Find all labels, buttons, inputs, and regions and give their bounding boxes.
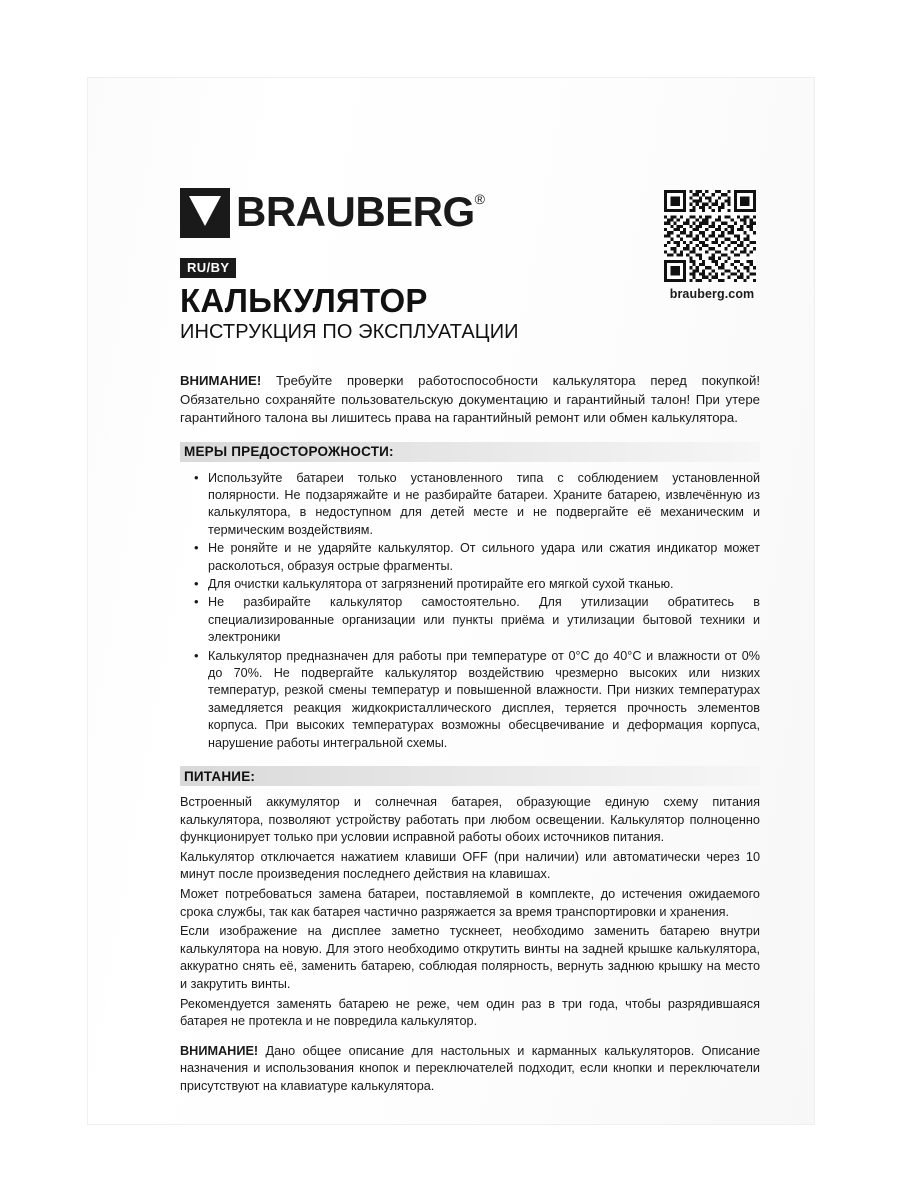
paragraph: Если изображение на дисплее заметно тускнеет, необходимо заменить батарею внутри калькулятора на новую. Для этого необходимо открутить винты на задней крышке калькулятора, аккуратно снять её, заменить батарею, соблюдая полярность, вернуть заднюю крышку на место и закрутить винты.	[180, 924, 760, 991]
document-header	[180, 188, 760, 343]
registered-mark: ®	[474, 191, 485, 207]
brand-name: BRAUBERG	[236, 188, 475, 235]
paragraph: Калькулятор отключается нажатием клавиши OFF (при наличии) или автоматически через 10 минут после произведения последнего действия на клавишах.	[180, 849, 760, 882]
brauberg-mark-icon	[180, 188, 230, 238]
paragraph: Рекомендуется заменять батарею не реже, чем один раз в три года, чтобы разрядившаяся батарея не протекла и не повредила калькулятор.	[180, 996, 760, 1029]
section-heading-precautions	[180, 442, 760, 462]
precautions-list	[180, 470, 760, 753]
intro-lead: ВНИМАНИЕ!	[180, 373, 262, 388]
list-item: • Не разбирайте калькулятор самостоятельно. Для утилизации обратитесь в специализированные организации или пункты приёма и утилизации бытовой техники и электроники	[194, 594, 760, 646]
list-item: • Используйте батареи только установленного типа с соблюдением установленной полярности. Не подзаряжайте и не разбирайте батареи. Храните батарею, извлечённую из калькулятора, в недоступном для детей месте и не подвергайте её механическим и термическим воздействиям.	[194, 470, 760, 540]
section-heading-precautions-label: МЕРЫ ПРЕДОСТОРОЖНОСТИ:	[184, 444, 394, 459]
paragraph: Может потребоваться замена батареи, поставляемой в комплекте, до истечения ожидаемого срока службы, так как батарея частично разряжается за время транспортировки и хранения.	[180, 886, 760, 919]
brand-wordmark	[236, 188, 485, 236]
intro-text: Требуйте проверки работоспособности калькулятора перед покупкой! Обязательно сохраняйте пользовательскую документацию и гарантийный талон! При утере гарантийного талона вы лишитесь права на гарантийный ремонт или обмен калькулятора.	[180, 373, 760, 425]
brand-logo	[180, 188, 485, 238]
notice-text: Дано общее описание для настольных и карманных калькуляторов. Описание назначения и использования кнопок и переключателей подходит, если кнопки и переключатели присутствуют на клавиатуре калькулятора.	[180, 1043, 760, 1093]
section-heading-power	[180, 766, 760, 786]
page-subtitle: ИНСТРУКЦИЯ ПО ЭКСПЛУАТАЦИИ	[180, 321, 519, 343]
list-item: • Не роняйте и не ударяйте калькулятор. От сильного удара или сжатия индикатор может расколоться, образуя острые фрагменты.	[194, 540, 760, 575]
document-content	[180, 188, 760, 1098]
qr-code-icon[interactable]	[664, 190, 756, 282]
paragraph: Встроенный аккумулятор и солнечная батарея, образующие единую схему питания калькулятора, позволяют устройству работать при любом освещении. Калькулятор полноценно функционирует только при условии исправной работы обоих источников питания.	[180, 795, 760, 845]
notice-paragraph	[180, 1043, 760, 1096]
intro-paragraph	[180, 372, 760, 428]
document-page	[88, 78, 814, 1124]
power-paragraphs	[180, 794, 760, 1031]
section-heading-power-label: ПИТАНИЕ:	[184, 768, 256, 784]
list-item: • Для очистки калькулятора от загрязнений протирайте его мягкой сухой тканью.	[194, 576, 760, 593]
notice-lead: ВНИМАНИЕ!	[180, 1043, 259, 1058]
list-item: • Калькулятор предназначен для работы при температуре от 0°С до 40°С и влажности от 0% до 70%. Не подвергайте калькулятор воздействию чрезмерно высоких или низких температур, резкой смены температур и повышенной влажности. При низких температурах замедляется реакция жидкокристаллического дисплея, теряется прочность элементов корпуса. При высоких температурах возможны обесцвечивание и деформация корпуса, нарушение работы интегральной схемы.	[194, 648, 760, 752]
website-url[interactable]: brauberg.com	[669, 287, 755, 301]
qr-block	[664, 190, 760, 301]
page-title: КАЛЬКУЛЯТОР	[180, 282, 428, 319]
language-badge: RU/BY	[180, 258, 236, 278]
